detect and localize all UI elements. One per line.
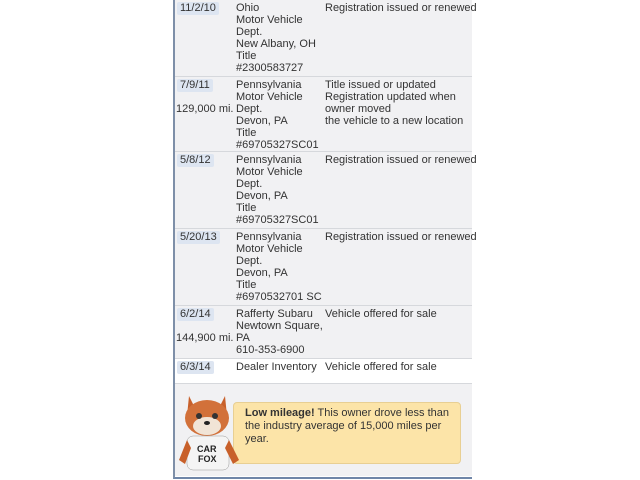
source-line: #6970532701 SC xyxy=(236,291,322,303)
event-line: owner moved xyxy=(325,103,392,115)
note-text: This owner drove less than the industry average of 15,000 miles per year. xyxy=(245,407,449,445)
history-row xyxy=(175,77,472,152)
record-source xyxy=(236,79,322,151)
record-source xyxy=(236,361,322,373)
source-line: Dealer Inventory xyxy=(236,361,317,373)
record-events xyxy=(325,361,473,373)
source-line: Motor Vehicle xyxy=(236,14,303,26)
event-line: Registration issued or renewed xyxy=(325,2,477,14)
low-mileage-callout xyxy=(233,402,461,464)
event-line: Registration updated when xyxy=(325,91,456,103)
event-line: Vehicle offered for sale xyxy=(325,308,437,320)
record-source xyxy=(236,231,322,303)
record-date: 6/2/14 xyxy=(177,308,214,321)
source-line: Title xyxy=(236,50,257,62)
source-line: Title xyxy=(236,279,257,291)
record-events xyxy=(325,2,477,14)
source-line: Dept. xyxy=(236,26,263,38)
source-line: Motor Vehicle xyxy=(236,243,303,255)
record-mileage: 144,900 mi. xyxy=(176,332,234,344)
source-line: 610-353-6900 xyxy=(236,344,305,356)
source-line: Pennsylvania xyxy=(236,231,302,243)
source-line: Devon, PA xyxy=(236,190,288,202)
mascot-fox-text: FOX xyxy=(198,454,217,464)
source-line: Pennsylvania xyxy=(236,79,302,91)
source-line: PA xyxy=(236,332,250,344)
event-line: Vehicle offered for sale xyxy=(325,361,437,373)
history-row xyxy=(175,229,477,306)
record-source xyxy=(236,2,322,74)
record-events xyxy=(325,154,477,166)
source-line: Rafferty Subaru xyxy=(236,308,313,320)
event-line: Registration issued or renewed xyxy=(325,154,477,166)
event-line: Registration issued or renewed xyxy=(325,231,477,243)
record-date: 11/2/10 xyxy=(177,2,219,15)
source-line: Motor Vehicle xyxy=(236,91,303,103)
source-line: Newtown Square, xyxy=(236,320,323,332)
record-date: 5/20/13 xyxy=(177,231,220,244)
source-line: Devon, PA xyxy=(236,115,288,127)
mileage-note-section xyxy=(175,384,472,476)
history-row xyxy=(175,152,477,229)
record-events xyxy=(325,231,477,243)
record-events xyxy=(325,308,473,320)
source-line: #69705327SC01 xyxy=(236,214,319,226)
source-line: Motor Vehicle xyxy=(236,166,303,178)
mascot-car-text: CAR xyxy=(197,444,217,454)
record-date: 7/9/11 xyxy=(177,79,213,92)
history-row xyxy=(175,306,472,359)
carfox-mascot-icon xyxy=(179,390,245,472)
event-line: the vehicle to a new location xyxy=(325,115,464,127)
source-line: Dept. xyxy=(236,178,263,190)
source-line: Devon, PA xyxy=(236,267,288,279)
source-line: Title xyxy=(236,202,257,214)
source-line: #69705327SC01 xyxy=(236,139,319,151)
record-date: 5/8/12 xyxy=(177,154,214,167)
source-line: Dept. xyxy=(236,103,263,115)
record-date: 6/3/14 xyxy=(177,361,214,374)
event-line: Title issued or updated xyxy=(325,79,436,91)
record-mileage: 129,000 mi. xyxy=(176,103,234,115)
source-line: Title xyxy=(236,127,257,139)
record-source xyxy=(236,154,322,226)
record-source xyxy=(236,308,322,356)
source-line: Dept. xyxy=(236,255,263,267)
record-events xyxy=(325,79,473,127)
source-line: #2300583727 xyxy=(236,62,304,74)
note-bold: Low mileage! xyxy=(245,407,315,419)
source-line: Pennsylvania xyxy=(236,154,302,166)
history-row xyxy=(175,359,472,384)
source-line: New Albany, OH xyxy=(236,38,316,50)
source-line: Ohio xyxy=(236,2,260,14)
history-row xyxy=(175,0,477,77)
vehicle-history-panel xyxy=(173,0,477,479)
